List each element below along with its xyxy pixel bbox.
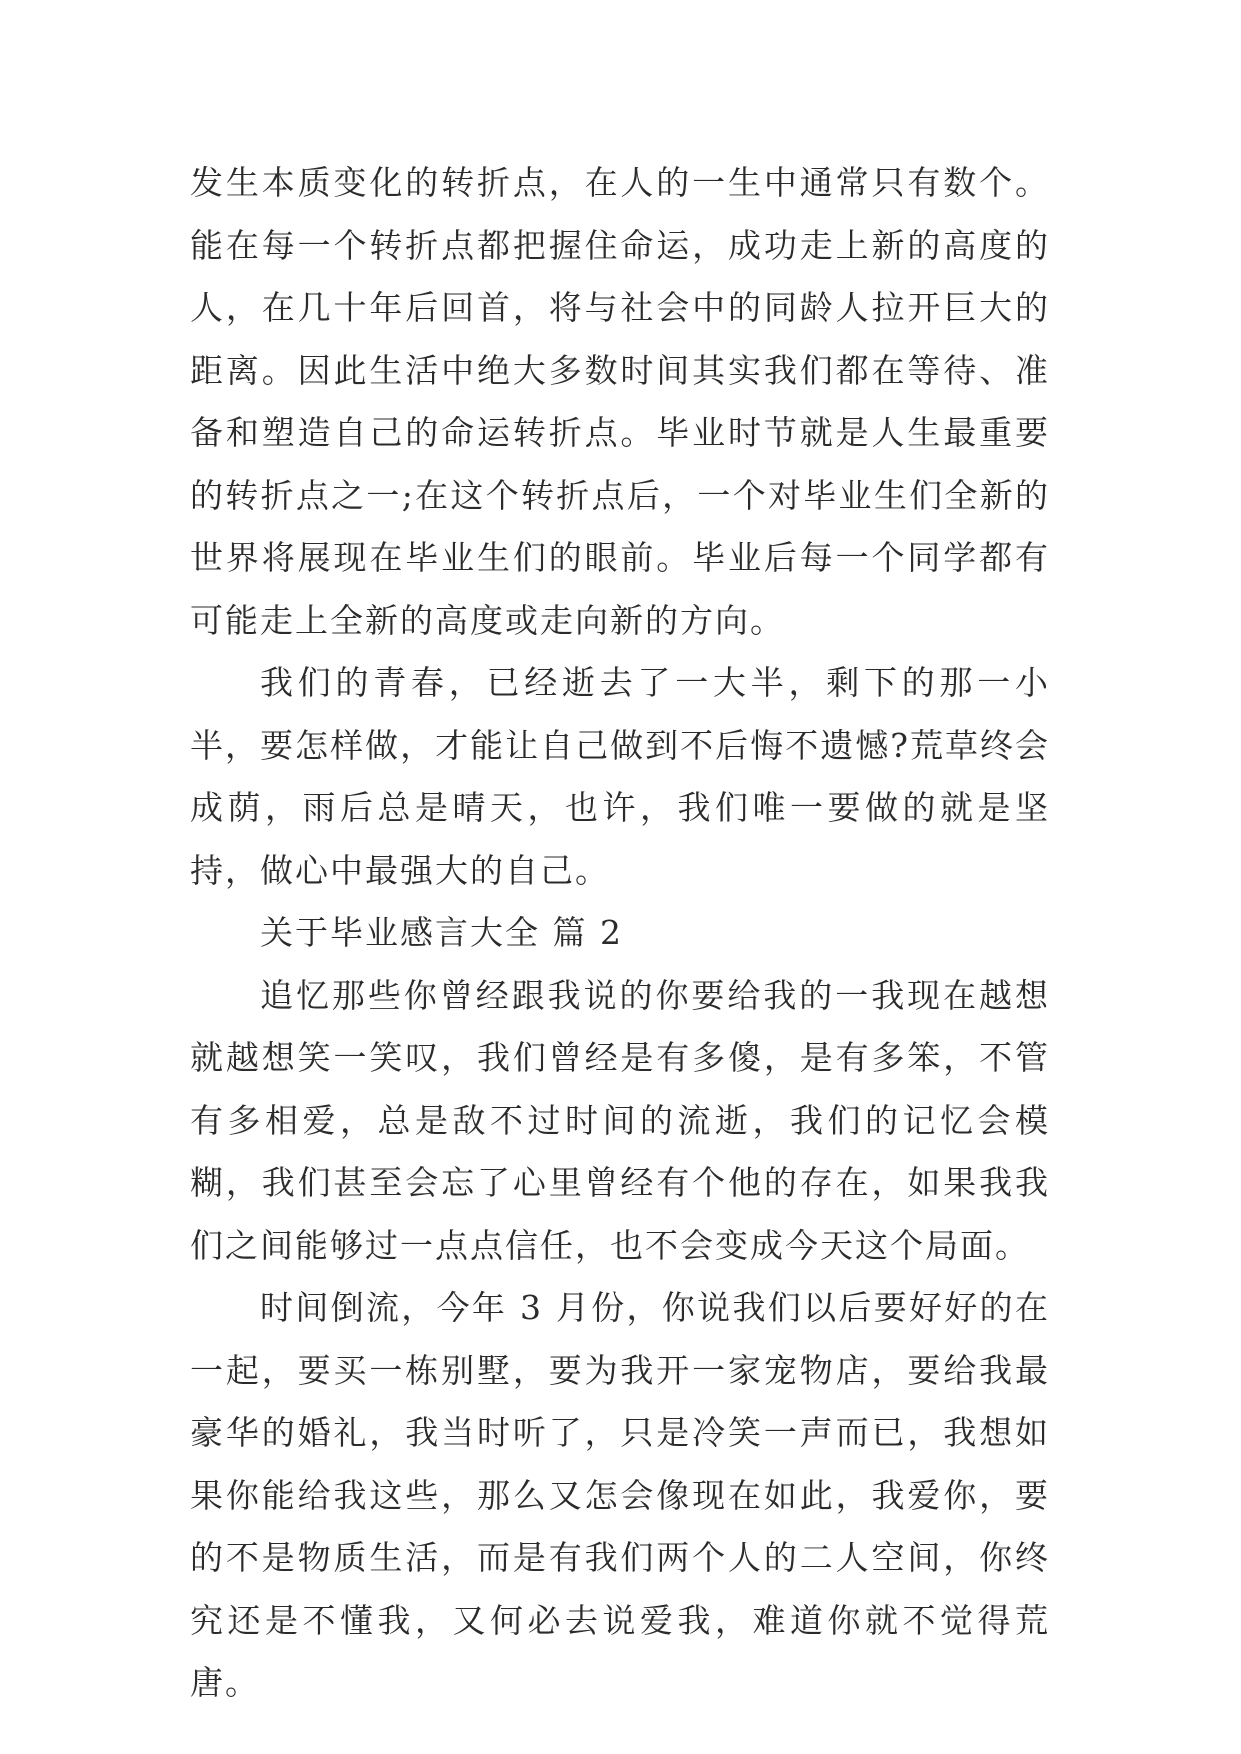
paragraph-time-rewind: 时间倒流，今年 3 月份，你说我们以后要好好的在一起，要买一栋别墅，要为我开一家宠物店，要给我最豪华的婚礼，我当时听了，只是冷笑一声而已，我想如果你能给我这些，那么又怎会像现在如此，我爱你，要的不是物质生活，而是有我们两个人的二人空间，你终究还是不懂我，又何必去说爱我，难道你就不觉得荒唐。: [190, 1288, 1050, 1702]
document-body: [190, 152, 1050, 1715]
paragraph-turning-points: 发生本质变化的转折点，在人的一生中通常只有数个。能在每一个转折点都把握住命运，成功走上新的高度的人，在几十年后回首，将与社会中的同龄人拉开巨大的距离。因此生活中绝大多数时间其实我们都在等待、准备和塑造自己的命运转折点。毕业时节就是人生最重要的转折点之一;在这个转折点后，一个对毕业生们全新的世界将展现在毕业生们的眼前。毕业后每一个同学都有可能走上全新的高度或走向新的方向。: [190, 163, 1050, 640]
paragraph-youth: 我们的青春，已经逝去了一大半，剩下的那一小半，要怎样做，才能让自己做到不后悔不遗憾?荒草终会成荫，雨后总是晴天，也许，我们唯一要做的就是坚持，做心中最强大的自己。: [190, 663, 1050, 890]
section-heading: 关于毕业感言大全 篇 2: [260, 913, 623, 952]
paragraph-memories: 追忆那些你曾经跟我说的你要给我的一我现在越想就越想笑一笑叹，我们曾经是有多傻，是有多笨，不管有多相爱，总是敌不过时间的流逝，我们的记忆会模糊，我们甚至会忘了心里曾经有个他的存在，如果我我们之间能够过一点点信任，也不会变成今天这个局面。: [190, 975, 1050, 1265]
